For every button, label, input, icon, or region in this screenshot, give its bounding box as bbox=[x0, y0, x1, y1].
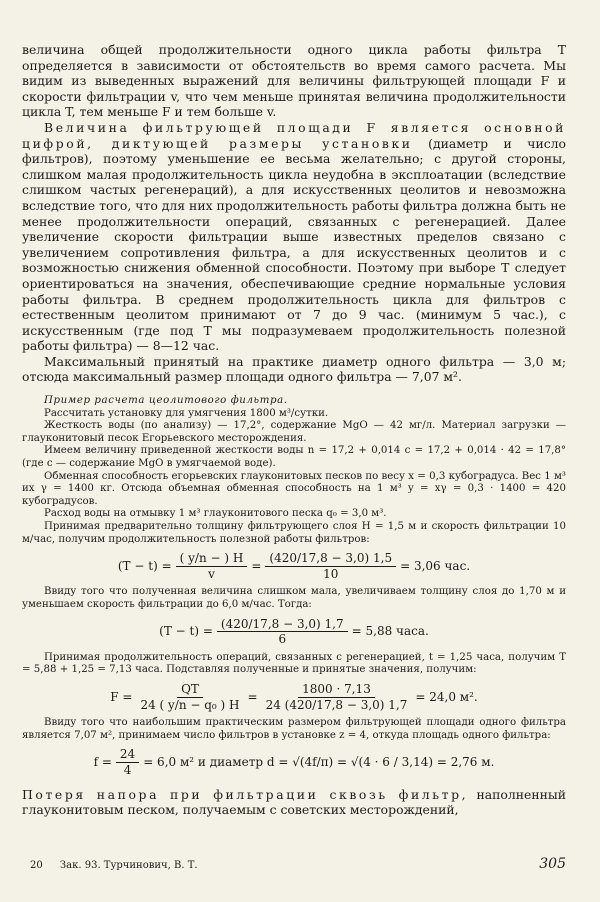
example-heading: Пример расчета цеолитового фильтра. bbox=[44, 395, 288, 407]
example-section bbox=[22, 395, 566, 776]
example-exchange-capacity: Обменная способность егорьевских глауконитовых песков по весу x = 0,3 кубоградуса. Вес 1 м³ их γ = 1400 кг. Отсюда объемная обменная способность на 1 м³ y = xγ = 0,3 · 1400 = 420 кубоградусов. bbox=[22, 470, 566, 507]
final-text bbox=[22, 787, 566, 818]
formula-4-lhs: f = bbox=[93, 755, 112, 770]
formula-4 bbox=[22, 748, 566, 776]
example-task: Рассчитать установку для умягчения 1800 м³/сутки. bbox=[44, 407, 329, 419]
formula-1-sym-num: ( y/n − ) H bbox=[176, 552, 248, 567]
formula-4-rest: = 6,0 м² и диаметр d = √(4f/π) = √(4 · 6 / 3,14) = 2,76 м. bbox=[143, 755, 495, 770]
example-hardness: Жесткость воды (по анализу) — 17,2°, содержание MgO — 42 мг/л. Материал загрузки — глауконитовый песок Егорьевского месторождения. bbox=[22, 420, 566, 444]
spaced-emphasis: Величина фильтрующей площади F является основной цифрой, диктующей размеры установки bbox=[22, 119, 566, 151]
paragraph-head-loss bbox=[22, 787, 566, 818]
formula-2-lhs: (T − t) = bbox=[159, 624, 213, 639]
formula-3-num-den: 24 (420/17,8 − 3,0) 1,7 bbox=[265, 697, 408, 712]
formula-3-numeric bbox=[262, 683, 412, 711]
page-number: 305 bbox=[539, 856, 566, 872]
formula-2-num: (420/17,8 − 3,0) 1,7 bbox=[217, 618, 348, 633]
spaced-heading: Потеря напора при фильтрации сквозь фильтр, bbox=[22, 786, 469, 802]
paragraph-cycle-duration: величина общей продолжительности одного цикла работы фильтра T определяется в зависимости от обстоятельств во время самого расчета. Мы видим из выведенных выражений для величины фильтрующей площади F и скорости фильтрации v, что чем меньше принятая величина продолжительности цикла T, тем меньше F и тем больше v. bbox=[22, 42, 566, 120]
example-reduced-hardness: Имеем величину приведенной жесткости воды n = 17,2 + 0,014 c = 17,2 + 0,014 · 42 = 17,8° (где c — содержание MgO в умягчаемой воде). bbox=[22, 445, 566, 470]
formula-2 bbox=[22, 618, 566, 646]
formula-4-den: 4 bbox=[123, 762, 132, 777]
paragraph-max-diameter: Максимальный принятый на практике диаметр одного фильтра — 3,0 м; отсюда максимальный размер площади одного фильтра — 7,07 м². bbox=[22, 353, 566, 385]
example-regeneration: Принимая продолжительность операций, связанных с регенерацией, t = 1,25 часа, получим T = 5,88 + 1,25 = 7,13 часа. Подставляя полученные и принятые значения, получим: bbox=[22, 651, 566, 676]
formula-2-fraction bbox=[217, 618, 348, 646]
formula-3-sym-num: QT bbox=[177, 683, 203, 698]
formula-4-fraction bbox=[116, 748, 139, 776]
formula-1-num-num: (420/17,8 − 3,0) 1,5 bbox=[265, 552, 396, 567]
formula-3-num-num: 1800 · 7,13 bbox=[298, 683, 375, 698]
formula-1-num-den: 10 bbox=[323, 566, 339, 581]
example-wash-water: Расход воды на отмывку 1 м³ глауконитового песка q₀ = 3,0 м³. bbox=[44, 508, 387, 520]
example-filter-count: Ввиду того что наибольшим практическим размером фильтрующей площади одного фильтра является 7,07 м², принимаем число фильтров в установке z = 4, откуда площадь одного фильтра: bbox=[22, 717, 566, 741]
formula-1-numeric bbox=[265, 552, 396, 580]
signature-number: 20 bbox=[30, 860, 43, 871]
formula-1-symbolic bbox=[176, 552, 248, 580]
formula-2-result: = 5,88 часа. bbox=[351, 624, 429, 639]
formula-1-lhs: (T − t) = bbox=[117, 558, 172, 573]
formula-3-symbolic bbox=[136, 683, 243, 711]
formula-3-result: = 24,0 м². bbox=[415, 689, 478, 704]
order-info: Зак. 93. Турчинович, В. Т. bbox=[59, 860, 198, 871]
formula-2-den: 6 bbox=[278, 632, 287, 647]
main-text bbox=[22, 42, 566, 385]
example-increase-layer: Ввиду того что полученная величина слишком мала, увеличиваем толщину слоя до 1,70 м и уменьшаем скорость фильтрации до 6,0 м/час. Тогда: bbox=[22, 586, 566, 610]
formula-1-result: = 3,06 час. bbox=[400, 558, 471, 573]
page-footer bbox=[30, 856, 566, 872]
paragraph-filter-area-rest: (диаметр и число фильтров), поэтому уменьшение ее весьма желательно; с другой стороны, слишком малая продолжительность цикла неудобна в эксплоатации (вследствие слишком частых регенераций), а для искусственных цеолитов и невозможна вследствие того, что для них продолжительность работы фильтра должна быть не менее продолжительности операций, связанных с регенерацией. Далее увеличение скорости фильтрации выше известных пределов связано с увеличением сопротивления фильтра, а для искусственных цеолитов и с возможностью снижения обменной способности. Поэтому при выборе T следует ориентироваться на значения, обеспечивающие средние нормальные условия работы фильтра. В среднем продолжительность цикла для фильтров с естественным цеолитом принимают от 7 до 9 час. (минимум 5 час.), с искусственным (где под T мы подразумеваем продолжительность полезной работы фильтра) — 8—12 час. bbox=[22, 135, 566, 354]
imprint bbox=[30, 860, 212, 871]
formula-1-sym-den: v bbox=[208, 566, 215, 581]
formula-3-sym-den: 24 ( y/n − q₀ ) H bbox=[140, 697, 240, 712]
formula-4-num: 24 bbox=[116, 748, 139, 763]
paragraph-head-loss-rest: наполненный глауконитовым песком, получаемым с советских месторождений, bbox=[22, 786, 566, 818]
example-preliminary: Принимая предварительно толщину фильтрующего слоя H = 1,5 м и скорость фильтрации 10 м/час, получим продолжительность полезной работы фильтров: bbox=[22, 521, 566, 545]
formula-1: (T − t) = $\frac{( y/n - ) H}{v}$ = $\frac{(420/17,8 - 3,0) 1,5}{10}$ = 3,06 час. bbox=[117, 551, 471, 581]
paragraph-filter-area bbox=[22, 120, 566, 354]
formula-3-lhs: F = bbox=[110, 689, 133, 704]
formula-3: F = $\frac{QT}{\text{24 ( y/n − q₀ ) H}}$ = $\frac{1800 \cdot 7,13}{24 (420/17,8 - 3,0) 1,7}$ = 24,0 м². bbox=[110, 681, 478, 712]
